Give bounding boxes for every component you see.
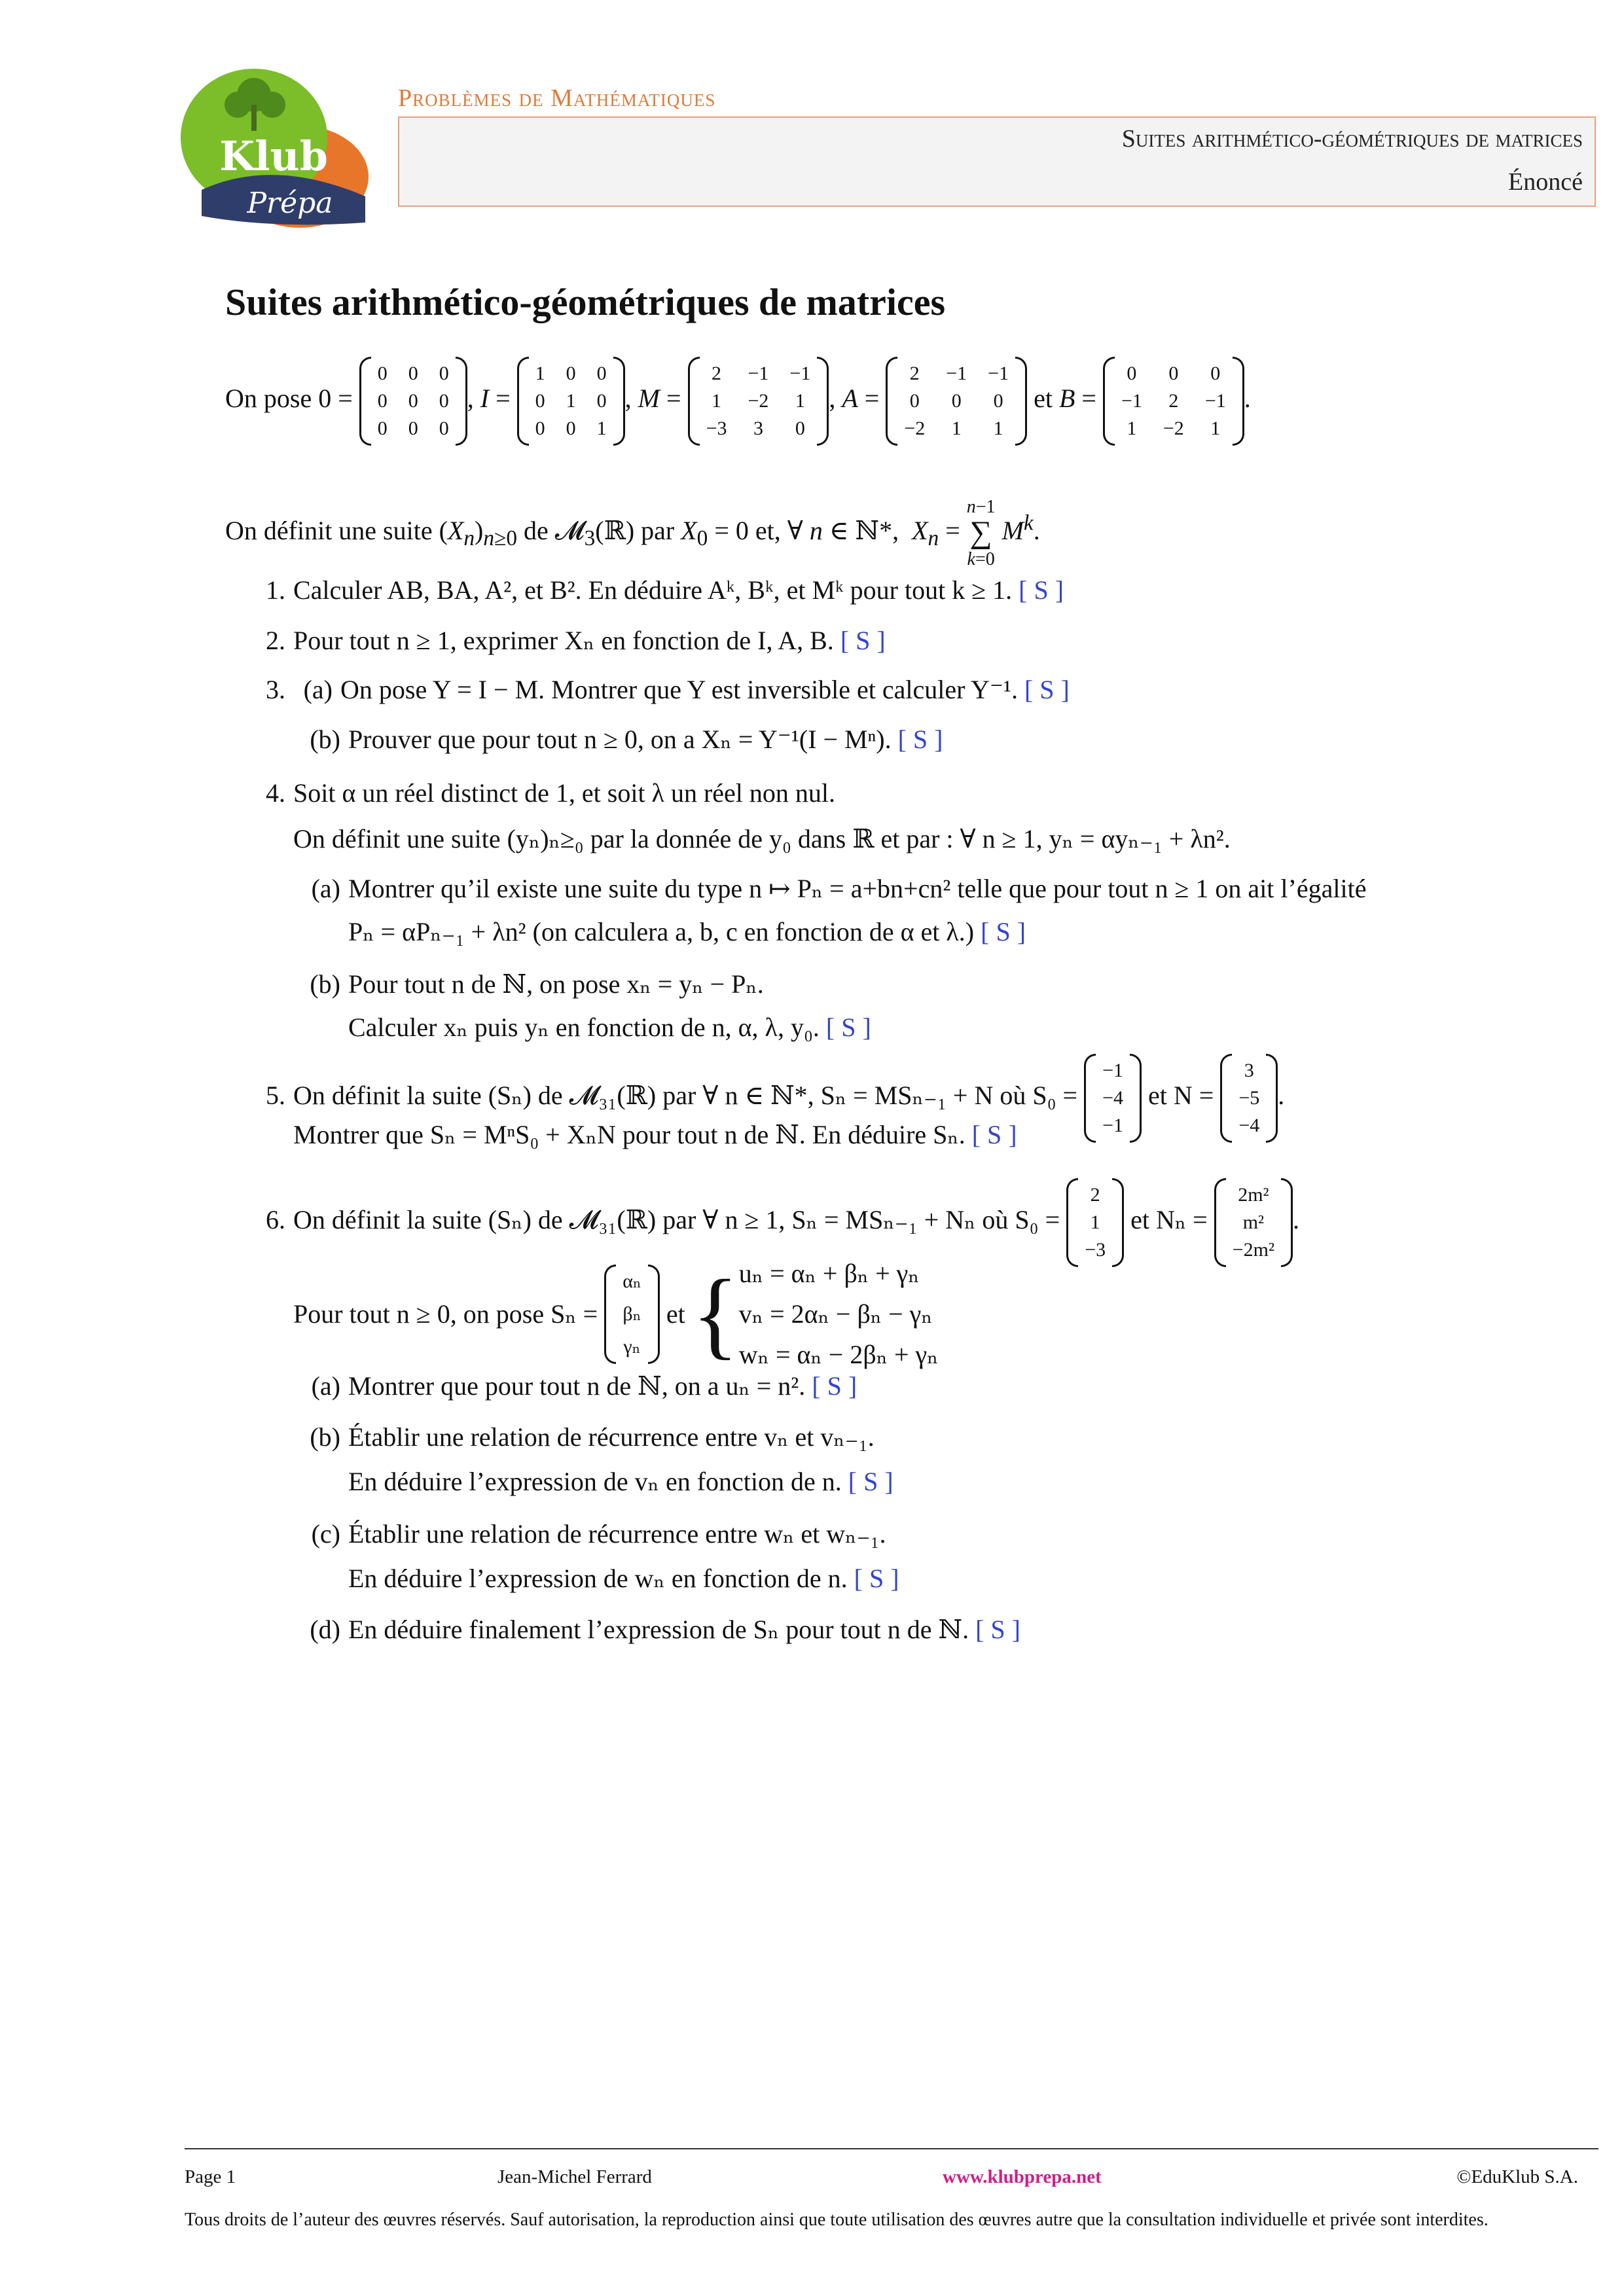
vector-nn xyxy=(1214,1178,1293,1267)
matrix-cell: 0 xyxy=(566,418,576,439)
matrix-identity xyxy=(517,357,625,446)
question-4b: (b) Pour tout n de ℕ, on pose xₙ = yₙ − Pₙ. xyxy=(310,969,764,999)
question-4-def: On définit une suite (yₙ)ₙ≥₀ par la donnée de y₀ dans ℝ et par : ∀ n ≥ 1, yₙ = αyₙ₋₁ + λn². xyxy=(293,824,1231,853)
matrix-cell: 1 xyxy=(951,418,962,439)
matrix-cell: 0 xyxy=(1127,363,1137,384)
solution-link[interactable]: [ S ] xyxy=(840,626,886,655)
question-3a: 3. (a) On pose Y = I − M. Montrer que Y est inversible et calculer Y⁻¹. [ S ] xyxy=(266,675,1070,704)
solution-link[interactable]: [ S ] xyxy=(981,917,1026,946)
logo-text-prepa: Prépa xyxy=(247,187,333,220)
matrix-cell: 0 xyxy=(993,390,1003,412)
matrix-cell: 0 xyxy=(795,418,805,439)
matrix-cell: 2 xyxy=(1168,390,1179,412)
question-6: 6. On définit la suite (Sₙ) de 𝓜₃₁(ℝ) par ∀ n ≥ 1, Sₙ = MSₙ₋₁ + Nₙ où S₀ = 2 1 −3 et Nₙ = 2m² m² −2m² . xyxy=(249,1178,1299,1267)
question-6-def: Pour tout n ≥ 0, on pose Sₙ = αₙ βₙ γₙ et { uₙ = αₙ + βₙ + γₙ vₙ = 2αₙ − βₙ − γₙ wₙ = αₙ − 2βₙ + γₙ xyxy=(293,1253,939,1375)
matrix-cell: 2 xyxy=(712,363,722,384)
matrix-cell: −4 xyxy=(1238,1115,1260,1136)
matrix-cell: 1 xyxy=(1127,418,1137,439)
matrix-cell: 0 xyxy=(596,363,607,384)
footer-page: Page 1 xyxy=(185,2166,236,2187)
matrix-cell: 0 xyxy=(377,363,388,384)
vector-sn xyxy=(604,1265,660,1364)
question-4a: (a) Montrer qu’il existe une suite du type n ↦ Pₙ = a+bn+cn² telle que pour tout n ≥ 1 on ait l’égalité xyxy=(311,874,1367,903)
matrix-cell: 0 xyxy=(566,363,576,384)
matrix-cell: 1 xyxy=(993,418,1003,439)
matrix-cell: −1 xyxy=(1102,1060,1124,1081)
matrix-cell: 0 xyxy=(408,390,418,412)
matrix-cell: −1 xyxy=(988,363,1009,384)
matrix-cell: 0 xyxy=(909,390,920,412)
header-box xyxy=(398,117,1596,207)
matrix-zero xyxy=(359,357,467,446)
footer-copyright: ©EduKlub S.A. xyxy=(1456,2166,1578,2187)
question-4b-cont: Calculer xₙ puis yₙ en fonction de n, α, λ, y₀. [ S ] xyxy=(348,1013,871,1042)
matrix-cell: −2 xyxy=(904,418,926,439)
vector-s0 xyxy=(1066,1178,1124,1267)
matrix-cell: −2 xyxy=(748,390,769,412)
matrix-cell: 0 xyxy=(439,363,449,384)
matrix-cell: αₙ xyxy=(623,1270,641,1292)
matrix-b xyxy=(1103,357,1244,446)
solution-link[interactable]: [ S ] xyxy=(897,725,943,754)
matrix-cell: −2m² xyxy=(1232,1239,1274,1261)
question-1: 1. Calculer AB, BA, A², et B². En déduire Aᵏ, Bᵏ, et Mᵏ pour tout k ≥ 1. [ S ] xyxy=(266,575,1064,605)
solution-link[interactable]: [ S ] xyxy=(854,1564,899,1593)
matrix-cell: −4 xyxy=(1102,1087,1124,1109)
matrix-cell: 0 xyxy=(1168,363,1179,384)
solution-link[interactable]: [ S ] xyxy=(1024,675,1070,704)
matrix-cell: 1 xyxy=(596,418,607,439)
question-2: 2. Pour tout n ≥ 1, exprimer Xₙ en fonction de I, A, B. [ S ] xyxy=(266,626,886,655)
matrix-cell: 1 xyxy=(535,363,545,384)
matrix-cell: −1 xyxy=(748,363,769,384)
header-subtitle: Énoncé xyxy=(1508,168,1583,196)
question-5: 5. On définit la suite (Sₙ) de 𝓜₃₁(ℝ) par ∀ n ∈ ℕ*, Sₙ = MSₙ₋₁ + N où S₀ = −1 −4 −1 et N = 3 −5 −4 . xyxy=(249,1054,1284,1143)
question-3b: (b) Prouver que pour tout n ≥ 0, on a Xₙ = Y⁻¹(I − Mⁿ). [ S ] xyxy=(310,725,943,754)
page-title: Suites arithmético-géométriques de matrices xyxy=(225,281,946,323)
footer-site-link[interactable]: www.klubprepa.net xyxy=(943,2166,1102,2187)
matrix-cell: −3 xyxy=(1085,1239,1106,1261)
question-6a: (a) Montrer que pour tout n de ℕ, on a uₙ = n². [ S ] xyxy=(311,1371,857,1401)
question-6d: (d) En déduire finalement l’expression de Sₙ pour tout n de ℕ. [ S ] xyxy=(310,1615,1020,1644)
footer-rights: Tous droits de l’auteur des œuvres réservés. Sauf autorisation, la reproduction ainsi que toute utilisation des œuvres autre que la consultation individuelle et privée sont interdites. xyxy=(185,2210,1489,2230)
solution-link[interactable]: [ S ] xyxy=(812,1371,857,1401)
matrix-cell: −5 xyxy=(1238,1087,1260,1109)
matrix-cell: 1 xyxy=(1210,418,1221,439)
question-5-cont: Montrer que Sₙ = MⁿS₀ + XₙN pour tout n de ℕ. En déduire Sₙ. [ S ] xyxy=(293,1120,1017,1149)
matrix-cell: 1 xyxy=(712,390,722,412)
matrix-cell: 0 xyxy=(408,418,418,439)
matrix-cell: 1 xyxy=(566,390,576,412)
system-brace: { xyxy=(691,1260,739,1369)
solution-link[interactable]: [ S ] xyxy=(825,1013,871,1042)
question-6c: (c) Établir une relation de récurrence entre wₙ et wₙ₋₁. xyxy=(311,1519,886,1549)
matrix-cell: 0 xyxy=(535,390,545,412)
footer-author: Jean-Michel Ferrard xyxy=(497,2166,652,2187)
matrix-cell: 0 xyxy=(377,418,388,439)
matrix-a xyxy=(886,357,1027,446)
matrix-cell: 2m² xyxy=(1238,1184,1269,1206)
matrix-cell: 3 xyxy=(1244,1060,1254,1081)
matrix-cell: −3 xyxy=(706,418,727,439)
matrix-cell: 0 xyxy=(408,363,418,384)
matrix-cell: 2 xyxy=(1090,1184,1100,1206)
matrix-cell: 0 xyxy=(1210,363,1221,384)
system: uₙ = αₙ + βₙ + γₙ vₙ = 2αₙ − βₙ − γₙ wₙ = αₙ − 2βₙ + γₙ xyxy=(738,1259,939,1369)
matrix-cell: 1 xyxy=(1090,1211,1100,1233)
intro-and: et xyxy=(1034,384,1053,414)
klubprepa-logo xyxy=(175,59,372,229)
matrix-cell: 0 xyxy=(439,418,449,439)
matrix-cell: 2 xyxy=(909,363,920,384)
matrix-cell: 0 xyxy=(596,390,607,412)
solution-link[interactable]: [ S ] xyxy=(971,1120,1017,1149)
question-4a-cont: Pₙ = αPₙ₋₁ + λn² (on calculera a, b, c en fonction de α et λ.) [ S ] xyxy=(348,917,1026,946)
question-6b-cont: En déduire l’expression de vₙ en fonction de n. [ S ] xyxy=(348,1467,893,1496)
matrix-cell: βₙ xyxy=(623,1303,641,1325)
footer-rule xyxy=(185,2148,1598,2149)
question-4: 4. Soit α un réel distinct de 1, et soit λ un réel non nul. xyxy=(266,778,836,808)
matrix-cell: −1 xyxy=(1121,390,1142,412)
matrix-cell: −1 xyxy=(1102,1115,1124,1136)
vector-s0 xyxy=(1084,1054,1142,1143)
matrix-m xyxy=(688,357,829,446)
header-title: Suites arithmético-géométriques de matrices xyxy=(1121,125,1583,152)
intro-matrices: On pose 0 = 0 0 0 0 0 0 0 0 0 , I = 1 0 0 0 1 0 0 0 1 , M = 2 −1 −1 1 −2 1 −3 3 0 , A = 2 −1 −1 0 0 0 −2 1 1 et B = 0 0 0 −1 2 −1 1 −2 1 . xyxy=(225,357,1251,446)
matrix-cell: −1 xyxy=(1204,390,1226,412)
intro-on-pose: On pose xyxy=(225,384,312,414)
matrix-cell: γₙ xyxy=(623,1336,641,1357)
matrix-cell: 1 xyxy=(795,390,805,412)
header-category: Problèmes de Mathématiques xyxy=(398,84,716,112)
intro-definition: On définit une suite $(X_n)_{n\ge 0}$ de 𝓜$_3$(ℝ) par $X_0 = 0$ et, ∀ n ∈ ℕ*, $X_n = n-1$ ∑ k=0 $M^k$. xyxy=(225,497,1040,569)
matrix-cell: 0 xyxy=(439,390,449,412)
question-6b: (b) Établir une relation de récurrence entre vₙ et vₙ₋₁. xyxy=(310,1422,875,1452)
matrix-cell: 0 xyxy=(377,390,388,412)
vector-n xyxy=(1220,1054,1278,1143)
solution-link[interactable]: [ S ] xyxy=(975,1615,1020,1644)
solution-link[interactable]: [ S ] xyxy=(848,1467,893,1496)
matrix-cell: 0 xyxy=(535,418,545,439)
matrix-cell: m² xyxy=(1242,1211,1265,1233)
matrix-cell: 3 xyxy=(753,418,763,439)
matrix-cell: −1 xyxy=(946,363,967,384)
matrix-cell: −1 xyxy=(789,363,811,384)
solution-link[interactable]: [ S ] xyxy=(1019,575,1064,605)
matrix-cell: −2 xyxy=(1163,418,1184,439)
logo-text-klub: Klub xyxy=(219,132,328,180)
question-6c-cont: En déduire l’expression de wₙ en fonction de n. [ S ] xyxy=(348,1564,899,1593)
matrix-cell: 0 xyxy=(951,390,962,412)
